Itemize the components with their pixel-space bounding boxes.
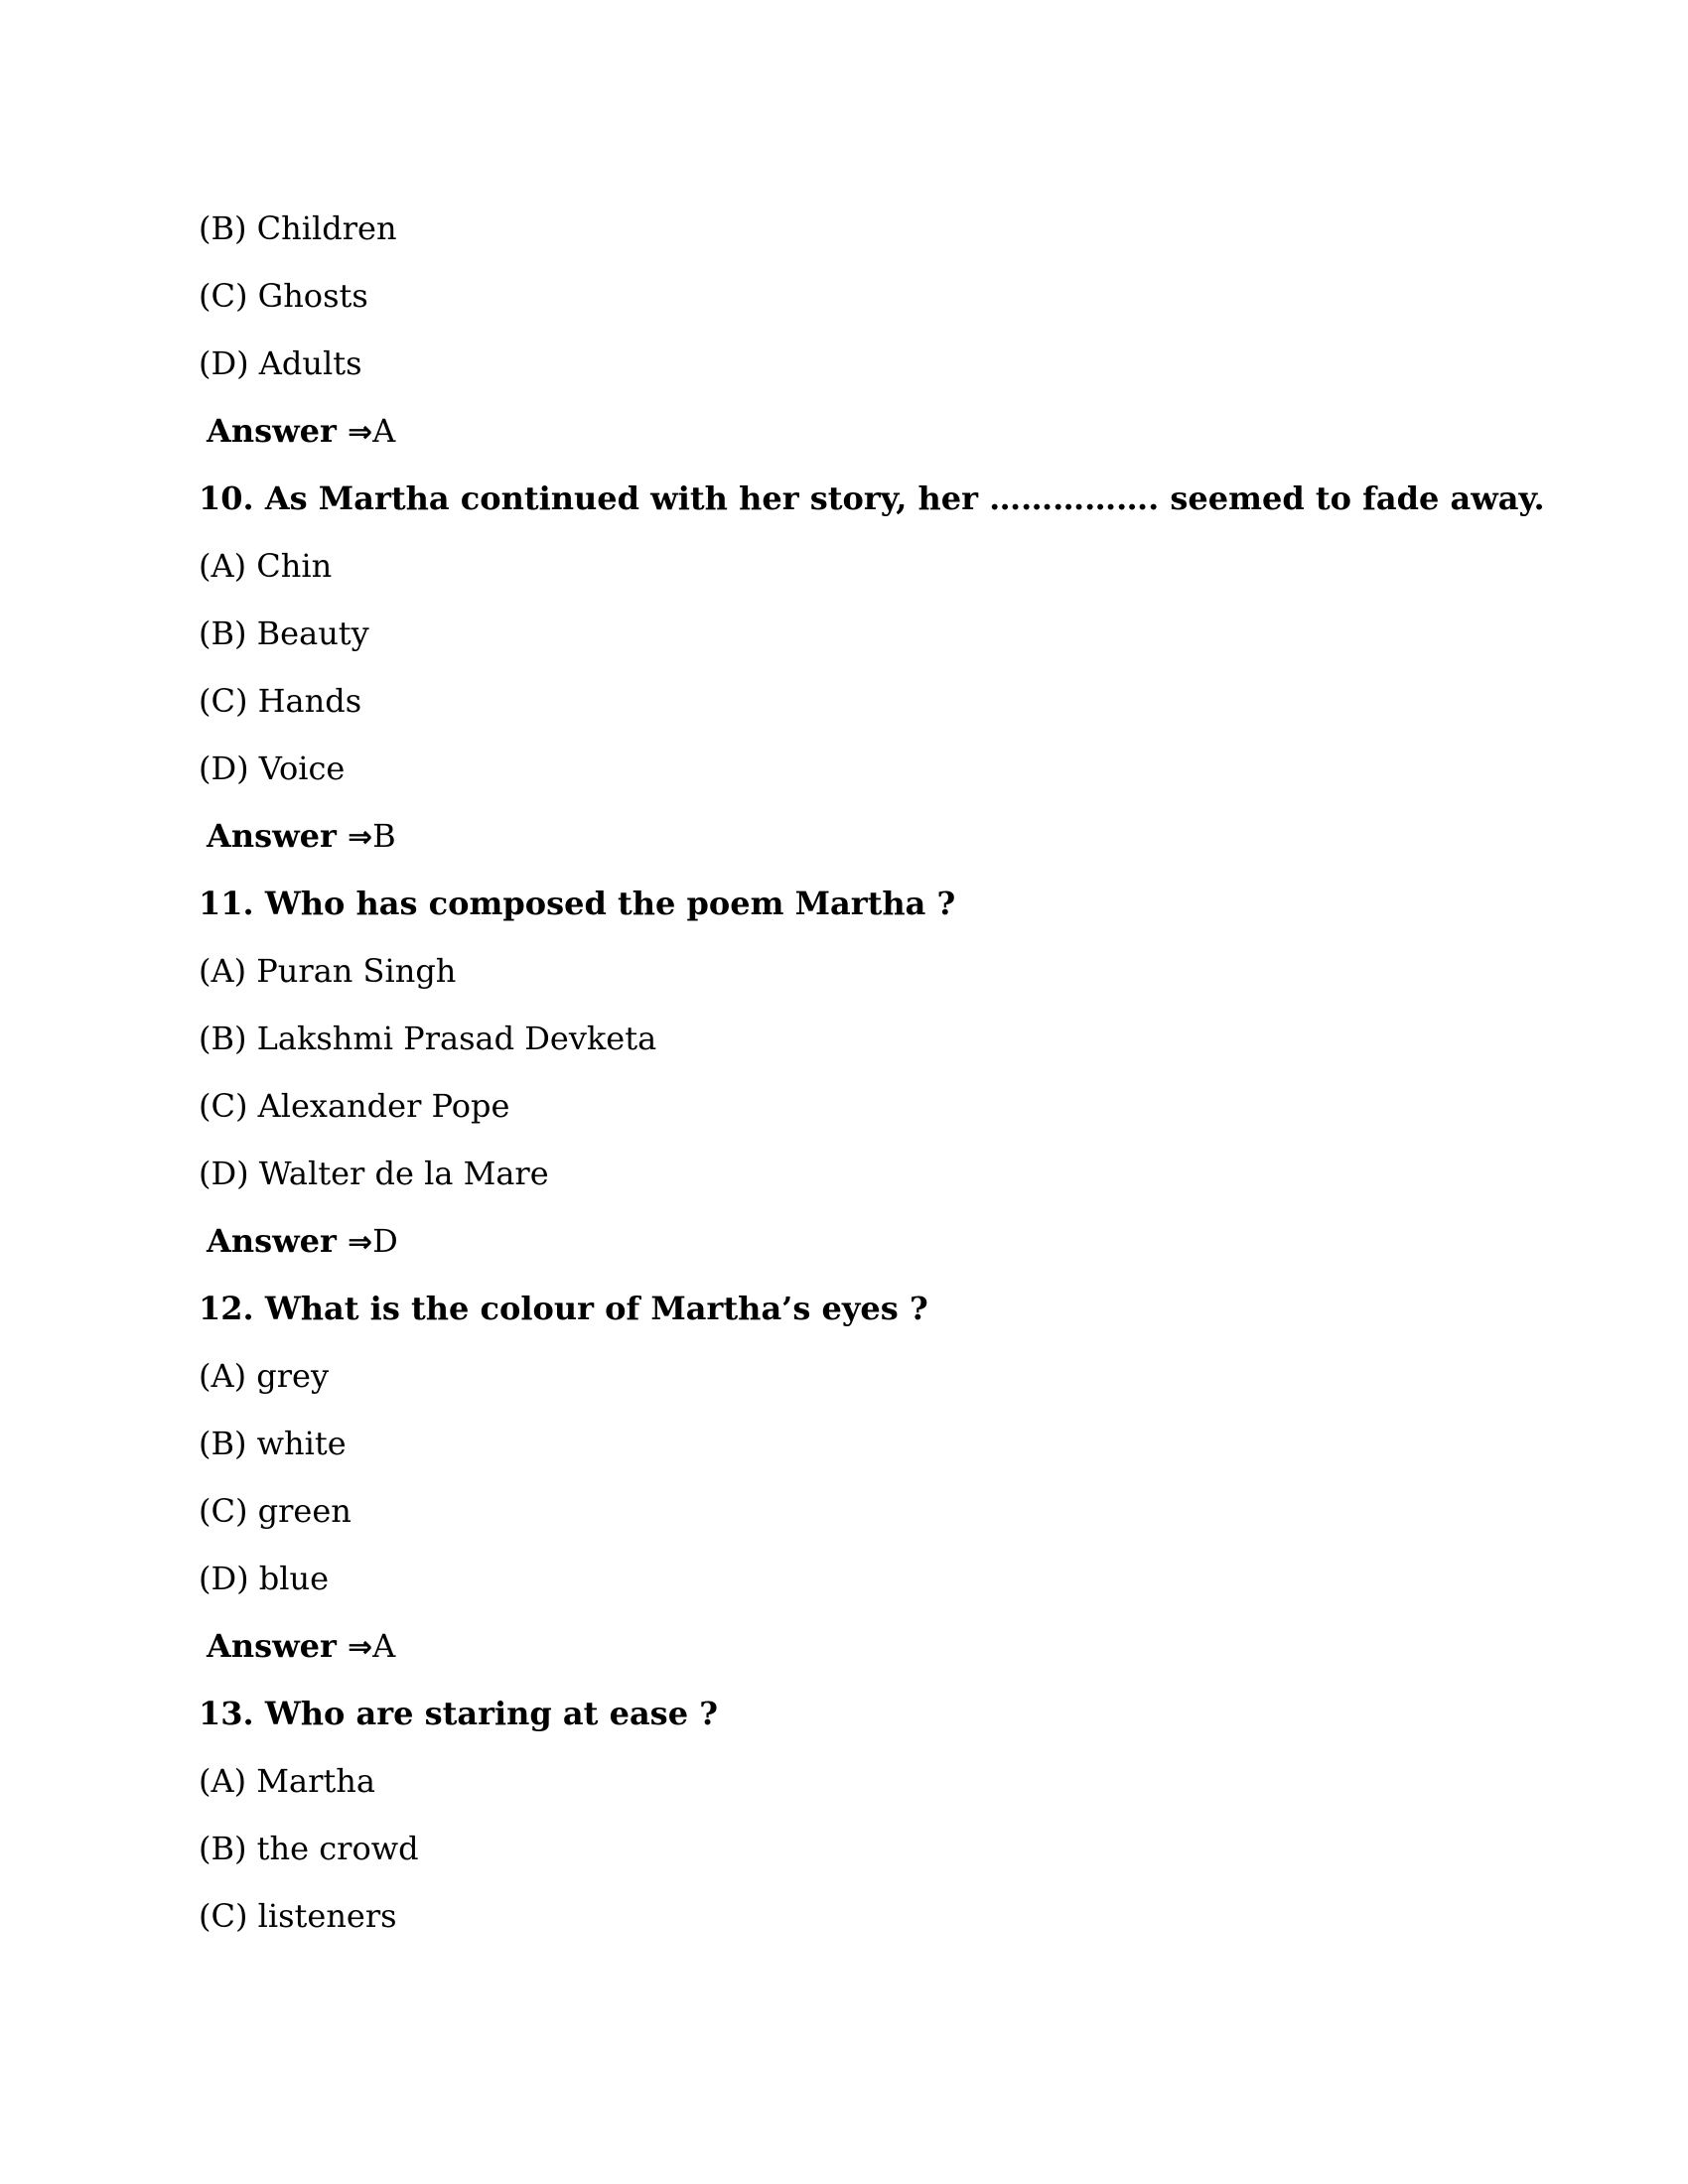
answer-arrow-icon: ⇒ [348, 1225, 373, 1260]
question-10: 10. As Martha continued with her story, her ……………. seemed to fade away. [199, 479, 1545, 517]
option-12d: (D) blue [199, 1560, 330, 1597]
option-10a: (A) Chin [199, 547, 333, 585]
option-10c: (C) Hands [199, 682, 362, 720]
question-11: 11. Who has composed the poem Martha ? [199, 885, 956, 922]
answer-11 [199, 1207, 1519, 1275]
answer-label: Answer [207, 1627, 349, 1665]
answer-arrow-icon: ⇒ [348, 1630, 373, 1665]
answer-label: Answer [207, 817, 349, 855]
question-12: 12. What is the colour of Martha’s eyes ? [199, 1290, 928, 1327]
answer-9 [199, 397, 1519, 465]
option-11b: (B) Lakshmi Prasad Devketa [199, 1020, 657, 1057]
option-11a: (A) Puran Singh [199, 952, 457, 990]
option-10d: (D) Voice [199, 750, 346, 787]
answer-label: Answer [207, 1222, 349, 1260]
quiz-content [199, 195, 1545, 1950]
option-12c: (C) green [199, 1492, 352, 1530]
answer-12 [199, 1612, 1519, 1680]
answer-label: Answer [207, 412, 349, 450]
option-10b: (B) Beauty [199, 614, 369, 652]
option-13b: (B) the crowd [199, 1830, 419, 1867]
option-9d: (D) Adults [199, 344, 362, 382]
option-12b: (B) white [199, 1425, 347, 1462]
answer-10 [199, 802, 1519, 870]
option-11c: (C) Alexander Pope [199, 1087, 510, 1125]
option-9c: (C) Ghosts [199, 277, 368, 315]
answer-value: D [372, 1222, 398, 1260]
question-13: 13. Who are staring at ease ? [199, 1695, 718, 1732]
answer-value: A [372, 412, 396, 450]
option-13a: (A) Martha [199, 1762, 375, 1800]
answer-arrow-icon: ⇒ [348, 415, 373, 450]
option-13c: (C) listeners [199, 1897, 397, 1935]
answer-arrow-icon: ⇒ [348, 820, 373, 855]
answer-value: B [372, 817, 396, 855]
option-12a: (A) grey [199, 1357, 330, 1395]
option-11d: (D) Walter de la Mare [199, 1155, 549, 1192]
option-9b: (B) Children [199, 209, 397, 247]
answer-value: A [372, 1627, 396, 1665]
